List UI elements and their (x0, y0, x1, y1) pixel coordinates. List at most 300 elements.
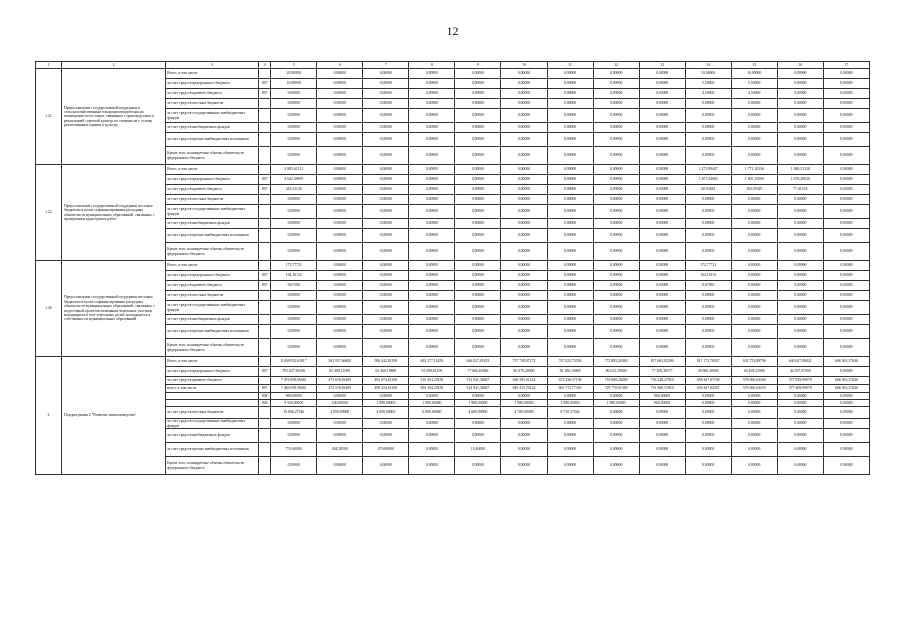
amount-cell: 80 378,20000 (501, 367, 547, 377)
amount-cell: 640 415,79124 (501, 385, 547, 393)
funding-source: за счет средств федерального бюджета (166, 175, 259, 185)
amount-cell: 0,00000 (455, 219, 501, 229)
amount-cell: 1 980,00000 (409, 400, 455, 407)
amount-cell: 473 518,81400 (317, 385, 363, 393)
amount-cell: 0,00000 (455, 271, 501, 281)
amount-cell: 0,00000 (593, 243, 639, 261)
funding-source: Кроме того, планируемые объемы обязательств федерального бюджета (166, 243, 259, 261)
budget-code: 807 (259, 175, 271, 185)
amount-cell: 61 688,61100 (409, 367, 455, 377)
funding-source: за счет средств прочих внебюджетных источников (166, 443, 259, 457)
amount-cell: 4 000,00000 (363, 407, 409, 419)
amount-cell: 0,00000 (363, 175, 409, 185)
amount-cell: 0,00000 (501, 89, 547, 99)
funding-source: за счет средств прочих внебюджетных источников (166, 133, 259, 147)
amount-cell: 0,00000 (317, 133, 363, 147)
amount-cell: 493 074,61300 (363, 377, 409, 385)
amount-cell: 0,00000 (823, 291, 869, 301)
amount-cell: 0,00000 (593, 443, 639, 457)
amount-cell: 0,00000 (639, 407, 685, 419)
funding-source: за счет средств внебюджетных фондов (166, 219, 259, 229)
amount-cell: 0,00000 (317, 393, 363, 400)
amount-cell: 0,00000 (501, 165, 547, 175)
amount-cell: 0,00000 (639, 69, 685, 79)
amount-cell: 0,00000 (409, 443, 455, 457)
amount-cell: 531 041,36407 (455, 377, 501, 385)
amount-cell: 0,00000 (639, 325, 685, 339)
amount-cell: 0,00000 (777, 229, 823, 243)
amount-cell: 9,00000 (271, 89, 317, 99)
amount-cell: 0,00000 (455, 301, 501, 315)
amount-cell: 0,00000 (639, 429, 685, 443)
funding-source: всего, в том числе (166, 385, 259, 393)
amount-cell: 4,50000 (685, 89, 731, 99)
amount-cell: 772 895,20380 (593, 357, 639, 367)
amount-cell: 165,95329 (731, 185, 777, 195)
amount-cell: 0,00000 (501, 429, 547, 443)
amount-cell: 0,00000 (317, 315, 363, 325)
amount-cell: 0,00000 (731, 219, 777, 229)
amount-cell: 0,00000 (501, 419, 547, 429)
amount-cell: 0,00000 (363, 99, 409, 109)
budget-code (259, 123, 271, 133)
amount-cell: 0,00000 (685, 407, 731, 419)
budget-code (259, 419, 271, 429)
amount-cell: 0,00000 (685, 123, 731, 133)
amount-cell: 0,00000 (409, 457, 455, 475)
budget-code (259, 195, 271, 205)
amount-cell: 0,00000 (547, 301, 593, 315)
amount-cell: 0,00000 (455, 281, 501, 291)
table-row (36, 165, 870, 175)
amount-cell: 578 066,64260 (731, 377, 777, 385)
amount-cell: 7 476 958,66681 (271, 377, 317, 385)
amount-cell: 0,00000 (731, 195, 777, 205)
amount-cell: 0,00000 (639, 339, 685, 357)
funding-source: за счет средств прочих внебюджетных источников (166, 229, 259, 243)
amount-cell: 0,00000 (823, 393, 869, 400)
amount-cell: 767 022,75356 (547, 357, 593, 367)
amount-cell: 0,00000 (685, 419, 731, 429)
amount-cell: 100,00000 (317, 400, 363, 407)
amount-cell: 0,00000 (685, 400, 731, 407)
column-number: 5 (271, 62, 317, 69)
amount-cell: 646 027,01453 (455, 357, 501, 367)
amount-cell: 0,00000 (501, 315, 547, 325)
amount-cell: 0,00000 (317, 109, 363, 123)
amount-cell: 757 728,07272 (501, 357, 547, 367)
amount-cell: 0,00000 (455, 79, 501, 89)
amount-cell: 77,41318 (777, 185, 823, 195)
amount-cell: 960,00000 (639, 400, 685, 407)
amount-cell: 0,00000 (823, 165, 869, 175)
amount-cell: 0,00000 (409, 185, 455, 195)
amount-cell: 640 395,01124 (501, 377, 547, 385)
amount-cell: 0,00000 (455, 109, 501, 123)
amount-cell: 0,00000 (409, 205, 455, 219)
column-number: 11 (547, 62, 593, 69)
amount-cell: 9 940,00000 (271, 400, 317, 407)
amount-cell: 0,00000 (271, 325, 317, 339)
amount-cell: 0,00000 (777, 339, 823, 357)
amount-cell: 473 618,81400 (317, 377, 363, 385)
amount-cell: 0,00000 (409, 301, 455, 315)
column-number: 13 (639, 62, 685, 69)
amount-cell: 68,94482 (685, 185, 731, 195)
amount-cell: 0,00000 (593, 123, 639, 133)
amount-cell: 0,00000 (501, 109, 547, 123)
amount-cell: 0,00000 (685, 205, 731, 219)
column-number: 3 (166, 62, 259, 69)
amount-cell: 0,00000 (777, 147, 823, 165)
budget-code: 807 (259, 185, 271, 195)
amount-cell: 0,00000 (639, 195, 685, 205)
amount-cell: 0,00000 (823, 229, 869, 243)
amount-cell: 77 309,39377 (639, 367, 685, 377)
amount-cell: 0,00000 (363, 271, 409, 281)
amount-cell: 640 627,06021 (777, 357, 823, 367)
amount-cell: 0,00000 (731, 243, 777, 261)
funding-source: за счет средств федерального бюджета (166, 79, 259, 89)
amount-cell: 0,00000 (271, 99, 317, 109)
amount-cell: 0,00000 (823, 185, 869, 195)
amount-cell: 0,00000 (639, 99, 685, 109)
amount-cell: 0,00000 (455, 419, 501, 429)
funding-source: за счет средств внебюджетных фондов (166, 429, 259, 443)
amount-cell: 0,00000 (639, 261, 685, 271)
amount-cell: 0,00000 (363, 69, 409, 79)
amount-cell: 490 324,61300 (363, 385, 409, 393)
amount-cell: 0,00000 (639, 291, 685, 301)
amount-cell: 10,00000 (731, 69, 777, 79)
amount-cell: 0,00000 (547, 243, 593, 261)
amount-cell: 0,00000 (731, 229, 777, 243)
amount-cell: 164,10135 (271, 271, 317, 281)
amount-cell: 6 000,00000 (409, 407, 455, 419)
amount-cell: 46 458,25000 (731, 367, 777, 377)
funding-source: за счет средств государственных внебюджетных фондов (166, 419, 259, 429)
amount-cell: 0,00000 (409, 261, 455, 271)
amount-cell: 0,00000 (317, 243, 363, 261)
amount-cell: 0,00000 (685, 147, 731, 165)
amount-cell: 0,00000 (501, 271, 547, 281)
amount-cell: 0,00000 (501, 457, 547, 475)
amount-cell: 0,00000 (271, 133, 317, 147)
amount-cell: 0,00000 (593, 89, 639, 99)
amount-cell: 0,00000 (777, 315, 823, 325)
amount-cell: 0,00000 (547, 69, 593, 79)
amount-cell: 0,00000 (731, 407, 777, 419)
amount-cell: 0,00000 (731, 123, 777, 133)
budget-code (259, 407, 271, 419)
column-number: 6 (317, 62, 363, 69)
amount-cell: 0,00000 (501, 393, 547, 400)
amount-cell: 0,00000 (363, 89, 409, 99)
budget-code (259, 165, 271, 175)
amount-cell: 0,00000 (363, 147, 409, 165)
amount-cell: 0,00000 (823, 429, 869, 443)
amount-cell: 0,00000 (317, 301, 363, 315)
budget-code (259, 291, 271, 301)
amount-cell: 0,00000 (731, 291, 777, 301)
table-row (36, 69, 870, 79)
amount-cell: 4 642,29995 (271, 175, 317, 185)
funding-source: за счет средств краевого бюджета (166, 377, 259, 385)
amount-cell: 0,00000 (685, 301, 731, 315)
amount-cell: 0,00000 (639, 281, 685, 291)
column-number: 1 (36, 62, 62, 69)
amount-cell: 8 730,37546 (547, 407, 593, 419)
budget-code: 807 (259, 89, 271, 99)
amount-cell: 0,00000 (271, 109, 317, 123)
amount-cell: 0,00000 (363, 133, 409, 147)
amount-cell: 0,00000 (271, 291, 317, 301)
budget-code (259, 133, 271, 147)
amount-cell: 1 980,00000 (501, 400, 547, 407)
amount-cell: 0,00000 (271, 229, 317, 243)
amount-cell: 718 680,20280 (593, 377, 639, 385)
amount-cell: 0,00000 (317, 229, 363, 243)
amount-cell: 0,00000 (501, 339, 547, 357)
amount-cell: 0,00000 (271, 301, 317, 315)
amount-cell: 603 277,16250 (409, 357, 455, 367)
amount-cell: 0,00000 (409, 147, 455, 165)
amount-cell: 0,00000 (593, 219, 639, 229)
amount-cell: 0,00000 (593, 271, 639, 281)
funding-source: за счет средств прочих внебюджетных источников (166, 325, 259, 339)
amount-cell: 0,00000 (777, 69, 823, 79)
amount-cell: 0,00000 (409, 429, 455, 443)
amount-cell: 0,00000 (317, 271, 363, 281)
amount-cell: 0,00000 (547, 89, 593, 99)
amount-cell: 656 367,04307 (685, 385, 731, 393)
amount-cell: 5,50000 (731, 79, 777, 89)
amount-cell: 0,00000 (547, 429, 593, 443)
amount-cell: 0,00000 (363, 185, 409, 195)
amount-cell: 0,00000 (731, 281, 777, 291)
amount-cell: 0,00000 (317, 165, 363, 175)
amount-cell: 0,00000 (455, 123, 501, 133)
amount-cell: 0,00000 (547, 109, 593, 123)
amount-cell: 731 308,72916 (639, 385, 685, 393)
amount-cell: 0,00000 (409, 271, 455, 281)
amount-cell: 0,00000 (639, 147, 685, 165)
amount-cell: 0,00000 (501, 325, 547, 339)
amount-cell: 0,00000 (593, 99, 639, 109)
amount-cell: 0,00000 (547, 185, 593, 195)
budget-code (259, 457, 271, 475)
amount-cell: 0,00000 (593, 315, 639, 325)
amount-cell: 0,00000 (317, 69, 363, 79)
amount-cell: 0,00000 (409, 175, 455, 185)
column-number: 15 (731, 62, 777, 69)
amount-cell: 0,00000 (455, 339, 501, 357)
amount-cell: 0,00000 (731, 99, 777, 109)
amount-cell: 0,00000 (501, 175, 547, 185)
amount-cell: 1 948,51338 (777, 165, 823, 175)
amount-cell: 0,00000 (455, 243, 501, 261)
amount-cell: 0,00000 (639, 271, 685, 281)
item-name: Предоставление государственной поддержки местным бюджетам в целях софинансирования расходных обязательств муниципальных образований, связанных с подготовкой проектов межевания земельных участков, находящихся в счет земельных долей, находящихся в собственности муниципальных образований (62, 261, 166, 357)
amount-cell: 0,00000 (639, 89, 685, 99)
amount-cell: 0,00000 (823, 271, 869, 281)
amount-cell: 673 236,57156 (547, 377, 593, 385)
amount-cell: 0,00000 (317, 175, 363, 185)
amount-cell: 0,00000 (455, 315, 501, 325)
amount-cell: 0,00000 (363, 165, 409, 175)
amount-cell: 0,00000 (547, 99, 593, 109)
amount-cell: 0,00000 (317, 219, 363, 229)
budget-code (259, 315, 271, 325)
amount-cell: 0,00000 (593, 457, 639, 475)
amount-cell: 0,00000 (501, 301, 547, 315)
amount-cell: 0,00000 (547, 457, 593, 475)
amount-cell: 577 839,99079 (777, 377, 823, 385)
header-row (36, 62, 870, 69)
funding-source: Кроме того, планируемые объемы обязательств федерального бюджета (166, 457, 259, 475)
amount-cell: 0,00000 (639, 133, 685, 147)
amount-cell: 0,00000 (547, 195, 593, 205)
amount-cell: 0,00000 (547, 229, 593, 243)
amount-cell: 0,00000 (501, 243, 547, 261)
amount-cell: 20,00000 (271, 69, 317, 79)
amount-cell: 0,00000 (777, 400, 823, 407)
amount-cell: 0,00000 (363, 229, 409, 243)
funding-source: Всего, в том числе: (166, 69, 259, 79)
amount-cell: 0,00000 (731, 325, 777, 339)
amount-cell: 0,00000 (409, 393, 455, 400)
amount-cell: 0,00000 (823, 175, 869, 185)
amount-cell: 0,00000 (685, 315, 731, 325)
column-number: 14 (685, 62, 731, 69)
amount-cell: 0,00000 (455, 175, 501, 185)
amount-cell: 0,00000 (363, 325, 409, 339)
amount-cell: 0,00000 (501, 281, 547, 291)
amount-cell: 8,67586 (271, 281, 317, 291)
amount-cell: 0,00000 (363, 281, 409, 291)
amount-cell: 0,00000 (777, 79, 823, 89)
budget-code: 807 (259, 79, 271, 89)
amount-cell: 0,00000 (639, 79, 685, 89)
amount-cell: 0,00000 (731, 109, 777, 123)
amount-cell: 0,00000 (823, 219, 869, 229)
amount-cell: 0,00000 (547, 393, 593, 400)
item-number: 1.21 (36, 69, 62, 165)
amount-cell: 0,00000 (409, 315, 455, 325)
amount-cell: 0,00000 (501, 229, 547, 243)
amount-cell: 0,00000 (823, 419, 869, 429)
amount-cell: 0,00000 (363, 261, 409, 271)
amount-cell: 85 488,11000 (317, 367, 363, 377)
amount-cell: 0,00000 (455, 429, 501, 443)
amount-cell: 0,00000 (547, 325, 593, 339)
amount-cell: 0,00000 (639, 165, 685, 175)
funding-source: за счет средств государственных внебюджетных фондов (166, 109, 259, 123)
item-name: Подпрограмма 2 "Развитие животноводства" (62, 357, 166, 475)
amount-cell: 0,00000 (409, 99, 455, 109)
amount-cell: 663 731,77356 (547, 385, 593, 393)
amount-cell: 0,00000 (823, 261, 869, 271)
amount-cell: 0,00000 (547, 165, 593, 175)
amount-cell: 0,00000 (639, 443, 685, 457)
amount-cell: 4,50000 (731, 89, 777, 99)
amount-cell: 8 268 052,63017 (271, 357, 317, 367)
amount-cell: 0,00000 (455, 147, 501, 165)
budget-code: 808 (259, 393, 271, 400)
amount-cell: 0,00000 (731, 419, 777, 429)
amount-cell: 0,00000 (593, 205, 639, 219)
amount-cell: 0,00000 (685, 443, 731, 457)
amount-cell: 0,00000 (317, 123, 363, 133)
amount-cell: 0,00000 (593, 301, 639, 315)
amount-cell: 0,00000 (455, 229, 501, 243)
funding-source: за счет средств краевого бюджета (166, 185, 259, 195)
amount-cell: 0,00000 (593, 229, 639, 243)
amount-cell: 0,00000 (317, 325, 363, 339)
table-row (36, 261, 870, 271)
amount-cell: 0,00000 (547, 315, 593, 325)
amount-cell: 751,60000 (271, 443, 317, 457)
amount-cell: 0,00000 (823, 367, 869, 377)
amount-cell: 0,00000 (685, 229, 731, 243)
amount-cell: 343,31136 (271, 185, 317, 195)
amount-cell: 0,00000 (501, 69, 547, 79)
amount-cell: 42 937,07000 (777, 367, 823, 377)
amount-cell: 0,00000 (501, 219, 547, 229)
amount-cell: 0,00000 (639, 457, 685, 475)
amount-cell: 0,00000 (317, 429, 363, 443)
amount-cell: 0,00000 (639, 315, 685, 325)
amount-cell: 0,00000 (823, 243, 869, 261)
amount-cell: 0,00000 (455, 89, 501, 99)
amount-cell: 0,00000 (685, 291, 731, 301)
amount-cell: 0,00000 (317, 339, 363, 357)
amount-cell: 1 771,10336 (731, 165, 777, 175)
amount-cell: 0,00000 (777, 89, 823, 99)
amount-cell: 15,40000 (455, 443, 501, 457)
amount-cell: 0,00000 (777, 195, 823, 205)
budget-code (259, 377, 271, 385)
amount-cell: 0,00000 (823, 123, 869, 133)
amount-cell: 0,00000 (823, 315, 869, 325)
amount-cell: 0,00000 (455, 99, 501, 109)
amount-cell: 0,00000 (639, 185, 685, 195)
item-number: 2 (36, 357, 62, 475)
amount-cell: 586 442,81100 (363, 357, 409, 367)
budget-code: 846 (259, 400, 271, 407)
amount-cell: 10 066,27546 (271, 407, 317, 419)
amount-cell: 0,00000 (363, 219, 409, 229)
funding-source (166, 393, 259, 400)
amount-cell: 0,00000 (685, 339, 731, 357)
amount-cell: 0,00000 (731, 443, 777, 457)
amount-cell: 0,00000 (593, 69, 639, 79)
amount-cell: 0,00000 (685, 99, 731, 109)
amount-cell: 0,00000 (777, 419, 823, 429)
amount-cell: 0,00000 (777, 301, 823, 315)
amount-cell: 0,00000 (547, 291, 593, 301)
amount-cell: 668 363,37646 (823, 377, 869, 385)
amount-cell: 0,00000 (593, 291, 639, 301)
amount-cell: 0,00000 (731, 133, 777, 147)
amount-cell: 5,50000 (685, 79, 731, 89)
amount-cell: 0,00000 (271, 205, 317, 219)
amount-cell: 0,00000 (455, 165, 501, 175)
amount-cell: 0,00000 (409, 243, 455, 261)
amount-cell: 0,00000 (823, 147, 869, 165)
amount-cell: 0,00000 (455, 185, 501, 195)
budget-code (259, 147, 271, 165)
